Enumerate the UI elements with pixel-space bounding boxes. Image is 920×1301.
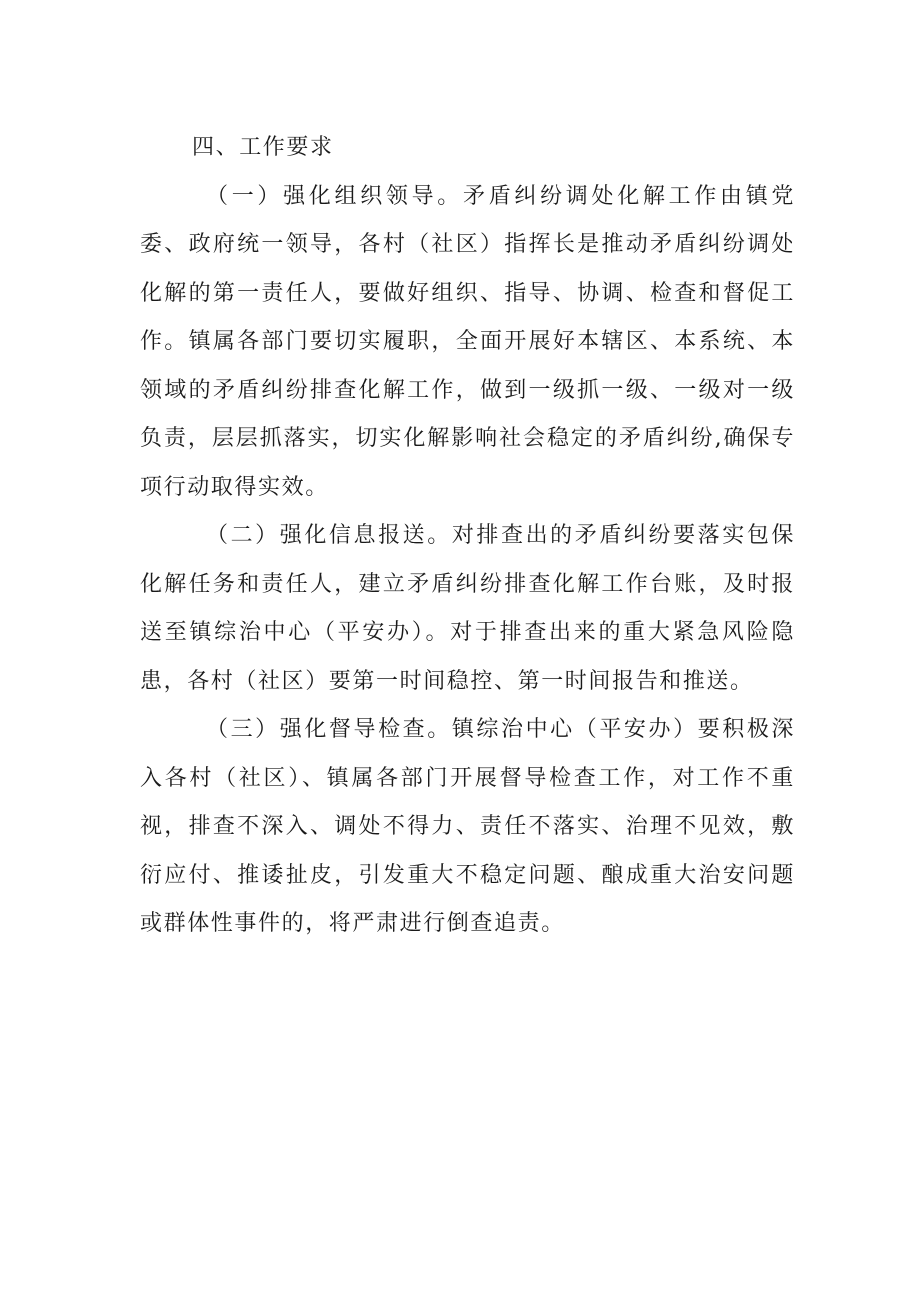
section-heading: 四、工作要求 [192,135,334,160]
paragraph-supervision-inspection: （三）强化督导检查。镇综治中心（平安办）要积极深入各村（社区）、镇属各部门开展督导检查工作，对工作不重视，排查不深入、调处不得力、责任不落实、治理不见效，敷衍应付、推诿扯皮，引发重大不稳定问题、酿成重大治安问题或群体性事件的，将严肃进行倒查追责。 [140,717,795,936]
paragraph-organization-leadership: （一）强化组织领导。矛盾纠纷调处化解工作由镇党委、政府统一领导，各村（社区）指挥长是推动矛盾纠纷调处化解的第一责任人，要做好组织、指导、协调、检查和督促工作。镇属各部门要切实履职，全面开展好本辖区、本系统、本领域的矛盾纠纷排查化解工作，做到一级抓一级、一级对一级负责，层层抓落实，切实化解影响社会稳定的矛盾纠纷,确保专项行动取得实效。 [140,183,795,500]
document-body [140,124,795,949]
paragraph-information-reporting: （二）强化信息报送。对排查出的矛盾纠纷要落实包保化解任务和责任人，建立矛盾纠纷排查化解工作台账，及时报送至镇综治中心（平安办）。对于排查出来的重大紧急风险隐患，各村（社区）要第一时间稳控、第一时间报告和推送。 [140,523,795,694]
